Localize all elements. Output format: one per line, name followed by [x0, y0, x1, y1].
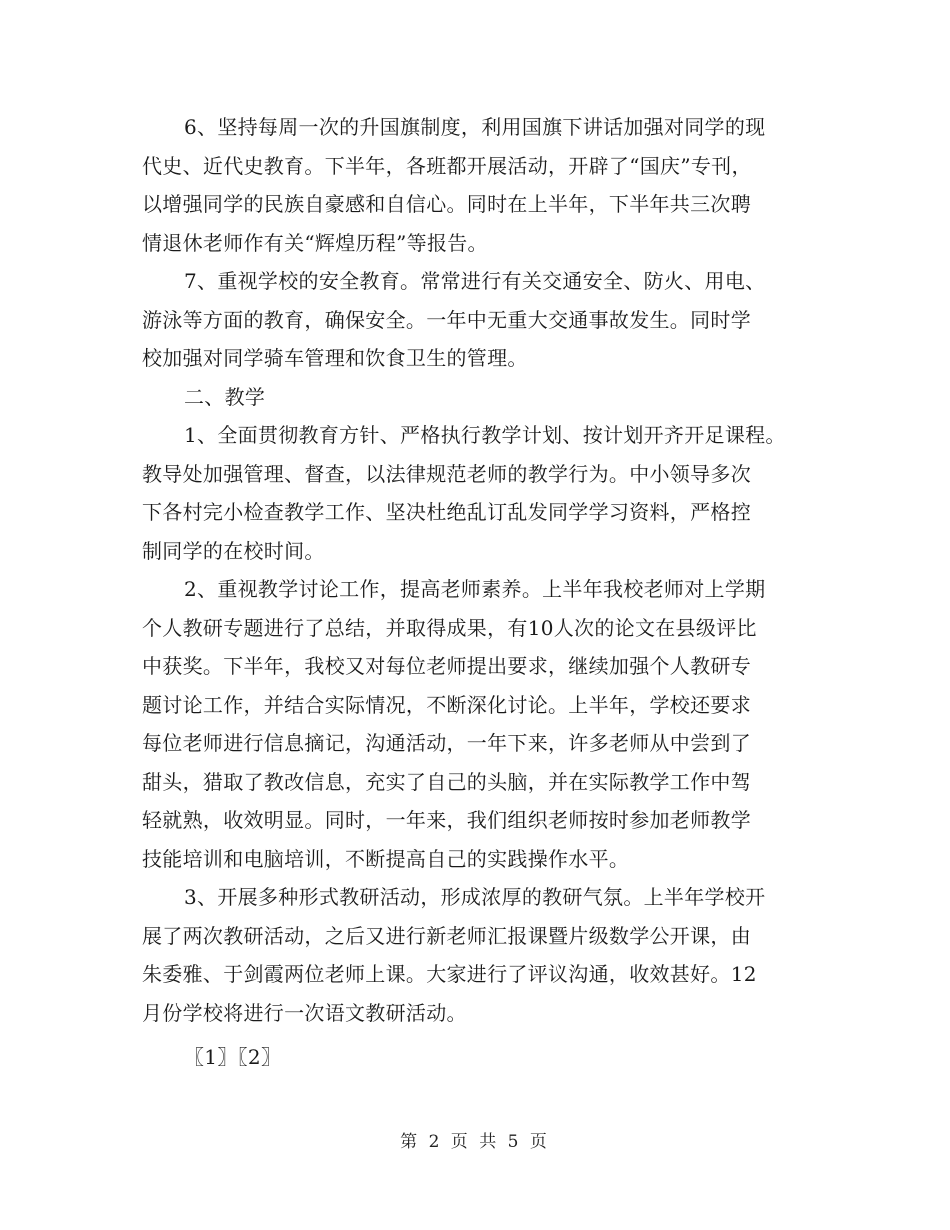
section-heading: 二、教学 [184, 384, 266, 409]
text-line: 展了两次教研活动，之后又进行新老师汇报课暨片级数学公开课，由 [142, 923, 751, 948]
text-line: 题讨论工作，并结合实际情况，不断深化讨论。上半年，学校还要求 [142, 692, 751, 717]
text-line: 月份学校将进行一次语文教研活动。 [142, 1000, 467, 1025]
text-line: 教导处加强管理、督查，以法律规范老师的教学行为。中小领导多次 [142, 461, 751, 486]
text-line: 7、重视学校的安全教育。常常进行有关交通安全、防火、用电、 [184, 269, 766, 293]
pagination-links[interactable]: 〖1〗〖2〗 [184, 1045, 282, 1069]
document-body [142, 108, 818, 1077]
text-line: 轻就熟，收效明显。同时，一年来，我们组织老师按时参加老师教学 [142, 808, 751, 832]
text-line: 校加强对同学骑车管理和饮食卫生的管理。 [142, 346, 528, 370]
text-line: 技能培训和电脑培训，不断提高自己的实践操作水平。 [142, 846, 630, 871]
page-footer: 第 2 页 共 5 页 [400, 1132, 550, 1152]
text-line: 以增强同学的民族自豪感和自信心。同时在上半年，下半年共三次聘 [142, 192, 751, 216]
text-line: 制同学的在校时间。 [142, 538, 325, 563]
text-line: 代史、近代史教育。下半年，各班都开展活动，开辟了“国庆”专刊， [142, 153, 752, 178]
text-line: 3、开展多种形式教研活动，形成浓厚的教研气氛。上半年学校开 [184, 885, 766, 909]
text-line: 2、重视教学讨论工作，提高老师素养。上半年我校老师对上学期 [184, 577, 766, 601]
text-line: 个人教研专题进行了总结，并取得成果，有10人次的论文在县级评比 [142, 615, 757, 640]
text-line: 1、全面贯彻教育方针、严格执行教学计划、按计划开齐开足课程。 [184, 423, 786, 447]
text-line: 下各村完小检查教学工作、坚决杜绝乱订乱发同学学习资料，严格控 [142, 500, 751, 524]
text-line: 每位老师进行信息摘记，沟通活动，一年下来，许多老师从中尝到了 [142, 731, 751, 755]
text-line: 朱委雅、于剑霞两位老师上课。大家进行了评议沟通，收效甚好。12 [142, 962, 757, 986]
text-line: 6、坚持每周一次的升国旗制度，利用国旗下讲话加强对同学的现 [184, 115, 766, 139]
text-line: 甜头，猎取了教改信息，充实了自己的头脑，并在实际教学工作中驾 [142, 769, 751, 794]
text-line: 情退休老师作有关“辉煌历程”等报告。 [142, 230, 488, 255]
text-line: 中获奖。下半年，我校又对每位老师提出要求，继续加强个人教研专 [142, 654, 751, 678]
text-line: 游泳等方面的教育，确保安全。一年中无重大交通事故发生。同时学 [142, 307, 751, 332]
